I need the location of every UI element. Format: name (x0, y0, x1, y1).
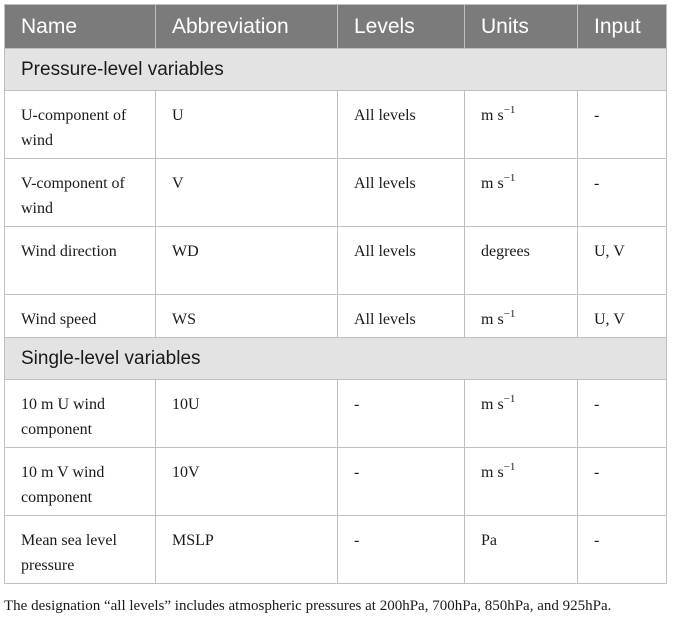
unit-exponent: −1 (503, 308, 516, 320)
variables-table (4, 4, 667, 584)
unit-exponent: −1 (503, 461, 516, 473)
unit-exponent: −1 (503, 172, 516, 184)
cell-levels: All levels (338, 295, 465, 338)
cell-abbreviation: U (156, 91, 338, 159)
unit-base: m s (481, 464, 504, 481)
unit-base: Pa (481, 532, 497, 549)
cell-name: Wind direction (5, 227, 156, 295)
table-row (5, 159, 667, 227)
unit-base: m s (481, 396, 504, 413)
unit-base: m s (481, 107, 504, 124)
variables-table-container (4, 4, 666, 584)
cell-levels: All levels (338, 91, 465, 159)
section-title: Single-level variables (5, 338, 667, 380)
cell-abbreviation: 10V (156, 448, 338, 516)
cell-abbreviation: 10U (156, 380, 338, 448)
cell-input: - (578, 516, 667, 584)
cell-name: Wind speed (5, 295, 156, 338)
cell-input: - (578, 159, 667, 227)
unit-exponent: −1 (503, 393, 516, 405)
table-header-row (5, 5, 667, 49)
cell-abbreviation: WD (156, 227, 338, 295)
cell-units (465, 295, 578, 338)
section-row (5, 338, 667, 380)
cell-name: V-component of wind (5, 159, 156, 227)
cell-name: 10 m V wind component (5, 448, 156, 516)
cell-levels: - (338, 380, 465, 448)
cell-input: - (578, 448, 667, 516)
header-levels: Levels (338, 5, 465, 49)
cell-units (465, 159, 578, 227)
cell-units (465, 448, 578, 516)
table-row (5, 91, 667, 159)
cell-units (465, 380, 578, 448)
cell-name: 10 m U wind component (5, 380, 156, 448)
table-row (5, 448, 667, 516)
header-name: Name (5, 5, 156, 49)
cell-units (465, 227, 578, 295)
cell-levels: All levels (338, 159, 465, 227)
cell-name: U-component of wind (5, 91, 156, 159)
unit-base: m s (481, 311, 504, 328)
cell-input: U, V (578, 295, 667, 338)
header-input: Input (578, 5, 667, 49)
cell-units (465, 91, 578, 159)
section-title: Pressure-level variables (5, 49, 667, 91)
cell-input: - (578, 91, 667, 159)
cell-levels: - (338, 448, 465, 516)
cell-levels: All levels (338, 227, 465, 295)
section-row (5, 49, 667, 91)
table-row (5, 227, 667, 295)
cell-levels: - (338, 516, 465, 584)
table-row (5, 295, 667, 338)
cell-units (465, 516, 578, 584)
cell-name: Mean sea level pressure (5, 516, 156, 584)
table-row (5, 380, 667, 448)
header-units: Units (465, 5, 578, 49)
cell-abbreviation: WS (156, 295, 338, 338)
unit-exponent: −1 (503, 104, 516, 116)
header-abbreviation: Abbreviation (156, 5, 338, 49)
unit-base: m s (481, 175, 504, 192)
cell-input: - (578, 380, 667, 448)
unit-base: degrees (481, 243, 530, 260)
cell-abbreviation: MSLP (156, 516, 338, 584)
table-row (5, 516, 667, 584)
cell-input: U, V (578, 227, 667, 295)
cell-abbreviation: V (156, 159, 338, 227)
table-footnote: The designation “all levels” includes atmospheric pressures at 200hPa, 700hPa, 850hPa, and 925hPa. (4, 598, 612, 614)
